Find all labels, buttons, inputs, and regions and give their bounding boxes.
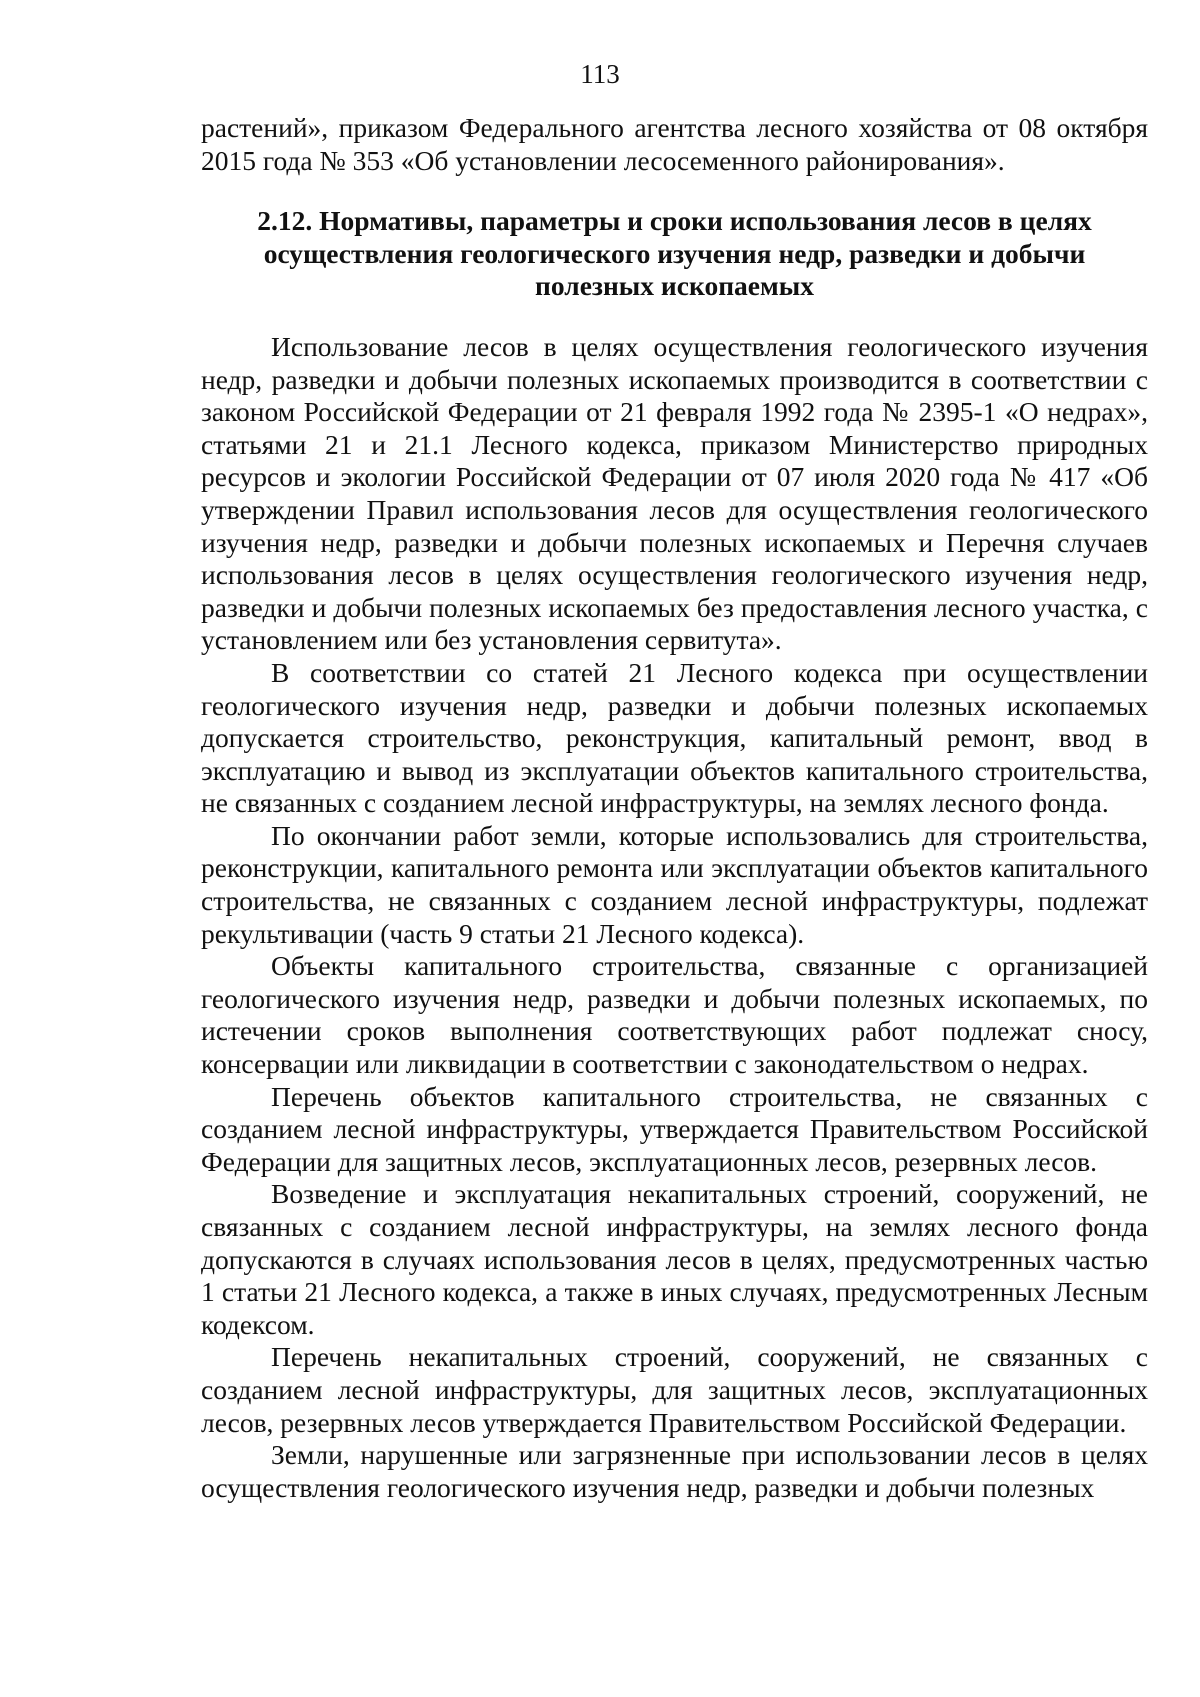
- section-heading: 2.12. Нормативы, параметры и сроки использования лесов в целях осуществления геологического изучения недр, разведки и добычи полезных ископаемых: [257, 205, 1092, 302]
- body-paragraph: Использование лесов в целях осуществления геологического изучения недр, разведки и добычи полезных ископаемых производится в соответствии с законом Российской Федерации от 21 февраля 1992 года № 2395-1 «О недрах», статьями 21 и 21.1 Лесного кодекса, приказом Министерство природных ресурсов и экологии Российской Федерации от 07 июля 2020 года № 417 «Об утверждении Правил использования лесов для осуществления геологического изучения недр, разведки и добычи полезных ископаемых и Перечня случаев использования лесов в целях осуществления геологического изучения недр, разведки и добычи полезных ископаемых без предоставления лесного участка, с установлением или без установления сервитута».: [201, 330, 1148, 656]
- body-paragraph: Возведение и эксплуатация некапитальных строений, сооружений, не связанных с созданием лесной инфраструктуры, на землях лесного фонда допускаются в случаях использования лесов в целях, предусмотренных частью 1 статьи 21 Лесного кодекса, а также в иных случаях, предусмотренных Лесным кодексом.: [201, 1178, 1148, 1340]
- body-paragraph: Перечень объектов капитального строительства, не связанных с созданием лесной инфраструктуры, утверждается Правительством Российской Федерации для защитных лесов, эксплуатационных лесов, резервных лесов.: [201, 1080, 1148, 1177]
- intro-paragraph: растений», приказом Федерального агентства лесного хозяйства от 08 октября 2015 года № 353 «Об установлении лесосеменного районирования».: [201, 112, 1148, 176]
- body-paragraph: Объекты капитального строительства, связанные с организацией геологического изучения недр, разведки и добычи полезных ископаемых, по истечении сроков выполнения соответствующих работ подлежат сносу, консервации или ликвидации в соответствии с законодательством о недрах.: [201, 950, 1148, 1080]
- page-number: 113: [580, 59, 620, 89]
- body-paragraph: Перечень некапитальных строений, сооружений, не связанных с созданием лесной инфраструктуры, для защитных лесов, эксплуатационных лесов, резервных лесов утверждается Правительством Российской Федерации.: [201, 1341, 1148, 1438]
- body-paragraph: Земли, нарушенные или загрязненные при использовании лесов в целях осуществления геологического изучения недр, разведки и добычи полезных: [201, 1439, 1148, 1503]
- body-paragraph: В соответствии со статей 21 Лесного кодекса при осуществлении геологического изучения недр, разведки и добычи полезных ископаемых допускается строительство, реконструкция, капитальный ремонт, ввод в эксплуатацию и вывод из эксплуатации объектов капитального строительства, не связанных с созданием лесной инфраструктуры, на землях лесного фонда.: [201, 656, 1148, 819]
- document-body: [201, 112, 1148, 1504]
- body-paragraph: По окончании работ земли, которые использовались для строительства, реконструкции, капитального ремонта или эксплуатации объектов капитального строительства, не связанных с созданием лесной инфраструктуры, подлежат рекультивации (часть 9 статьи 21 Лесного кодекса).: [201, 819, 1148, 949]
